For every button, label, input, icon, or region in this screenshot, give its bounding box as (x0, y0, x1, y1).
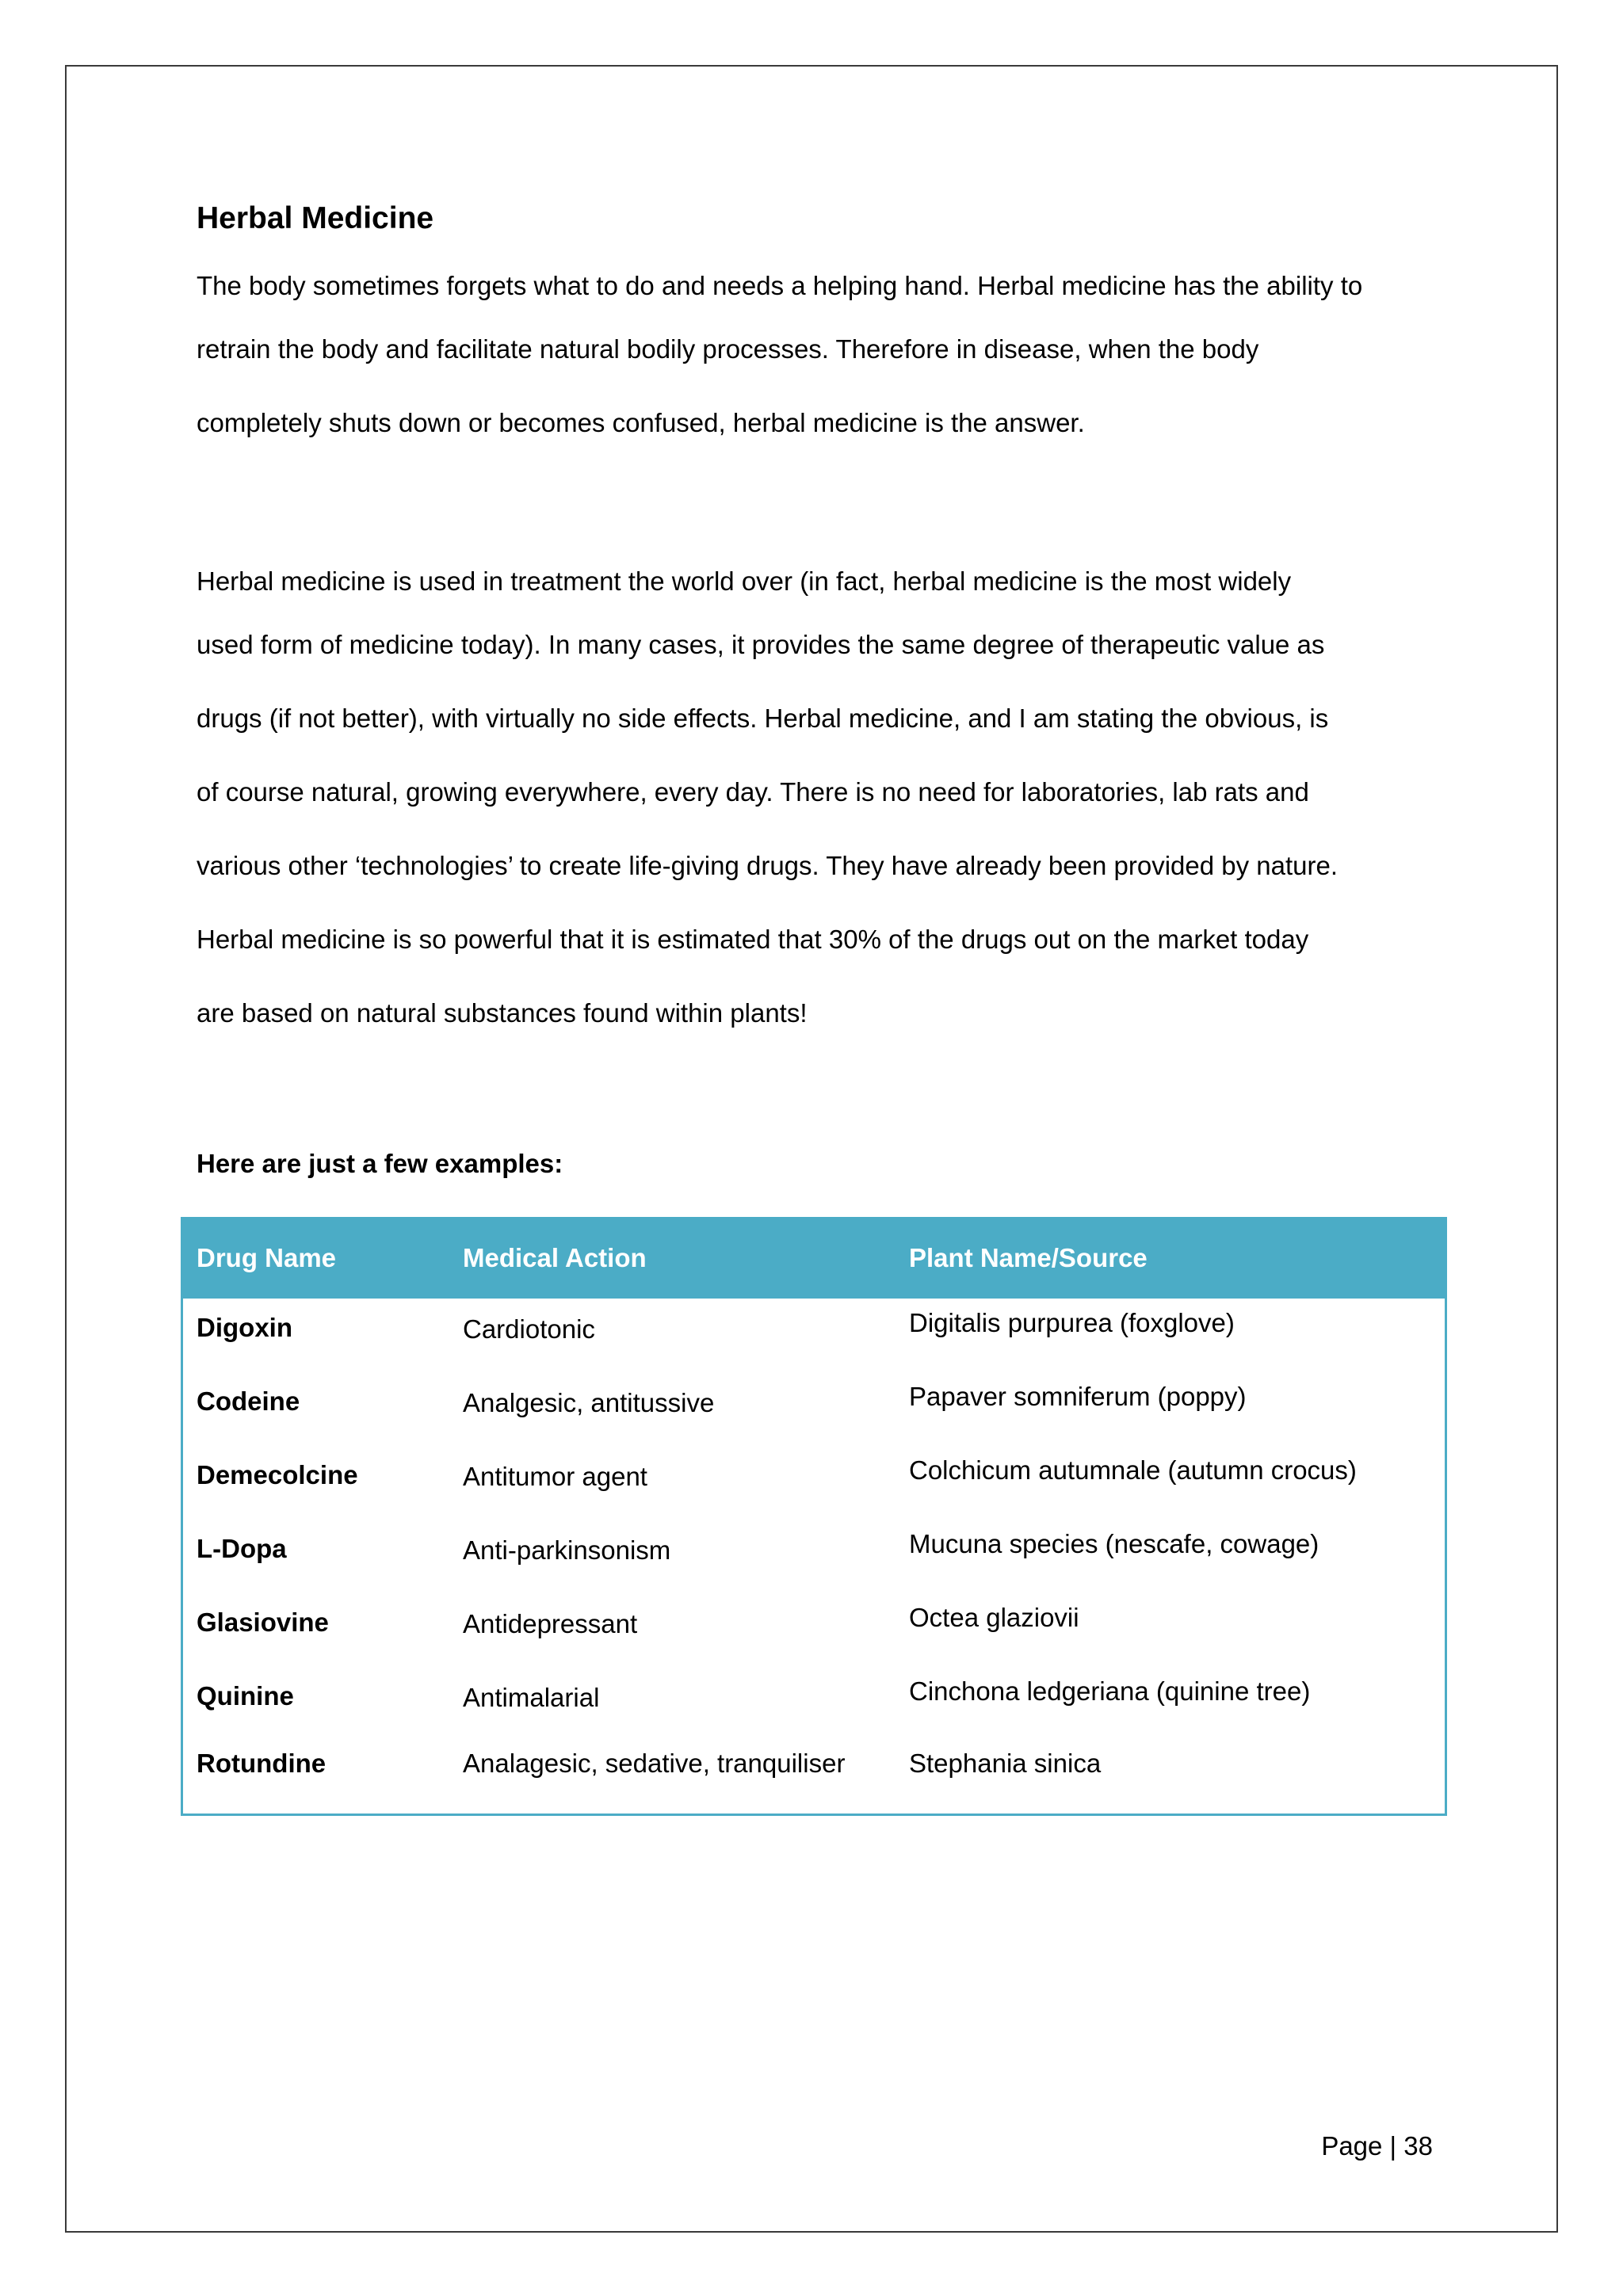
plant-source-cell: Papaver somniferum (poppy) (909, 1382, 1247, 1411)
table-row (183, 1305, 1445, 1352)
paragraph-line: drugs (if not better), with virtually no side effects. Herbal medicine, and I am stating the obvious, is (197, 704, 1329, 733)
drug-name-cell: Glasiovine (197, 1608, 329, 1637)
examples-label: Here are just a few examples: (197, 1149, 563, 1178)
plant-source-cell: Octea glaziovii (909, 1603, 1079, 1632)
plant-source-cell: Mucuna species (nescafe, cowage) (909, 1529, 1319, 1558)
medical-action-cell: Analgesic, antitussive (463, 1388, 715, 1417)
medical-action-cell: Antitumor agent (463, 1462, 647, 1491)
paragraph-line: various other ‘technologies’ to create life-giving drugs. They have already been provided by nature. (197, 851, 1338, 880)
plant-source-cell: Stephania sinica (909, 1749, 1102, 1778)
paragraph-line: used form of medicine today). In many cases, it provides the same degree of therapeutic value as (197, 630, 1325, 659)
column-header-drug-name: Drug Name (197, 1243, 337, 1272)
table-row (183, 1379, 1445, 1426)
column-header-medical-action: Medical Action (463, 1243, 647, 1272)
medical-action-cell: Analagesic, sedative, tranquiliser (463, 1749, 846, 1778)
paragraph-line: The body sometimes forgets what to do and needs a helping hand. Herbal medicine has the ability to (197, 271, 1363, 300)
paragraph-line: Herbal medicine is used in treatment the world over (in fact, herbal medicine is the most widely (197, 566, 1292, 596)
section-heading: Herbal Medicine (197, 201, 434, 235)
drug-name-cell: Digoxin (197, 1313, 292, 1342)
drug-name-cell: Demecolcine (197, 1460, 358, 1489)
column-header-plant-source: Plant Name/Source (909, 1243, 1148, 1272)
paragraph-line: retrain the body and facilitate natural bodily processes. Therefore in disease, when the body (197, 334, 1259, 364)
table-row (183, 1673, 1445, 1721)
plant-source-cell: Cinchona ledgeriana (quinine tree) (909, 1676, 1311, 1706)
drug-name-cell: Codeine (197, 1386, 300, 1416)
medical-action-cell: Anti-parkinsonism (463, 1535, 671, 1565)
medical-action-cell: Antidepressant (463, 1609, 638, 1638)
drug-table (181, 1217, 1447, 1816)
drug-name-cell: Rotundine (197, 1749, 327, 1778)
drug-name-cell: L-Dopa (197, 1534, 287, 1563)
table-header-row (183, 1219, 1445, 1299)
table-row (183, 1526, 1445, 1573)
drug-name-cell: Quinine (197, 1681, 294, 1711)
medical-action-cell: Antimalarial (463, 1683, 600, 1712)
paragraph-main (197, 563, 1419, 1068)
plant-source-cell: Colchicum autumnale (autumn crocus) (909, 1455, 1357, 1485)
paragraph-line: of course natural, growing everywhere, every day. There is no need for laboratories, lab rats and (197, 777, 1309, 807)
medical-action-cell: Cardiotonic (463, 1314, 595, 1344)
table-row (183, 1452, 1445, 1500)
paragraph-intro (197, 267, 1419, 478)
paragraph-line: are based on natural substances found within plants! (197, 998, 808, 1028)
table-row (183, 1600, 1445, 1647)
plant-source-cell: Digitalis purpurea (foxglove) (909, 1308, 1235, 1337)
paragraph-line: Herbal medicine is so powerful that it is estimated that 30% of the drugs out on the market today (197, 925, 1309, 954)
page-number: Page | 38 (1321, 2131, 1433, 2161)
table-row (183, 1741, 1445, 1788)
paragraph-line: completely shuts down or becomes confused, herbal medicine is the answer. (197, 408, 1085, 437)
